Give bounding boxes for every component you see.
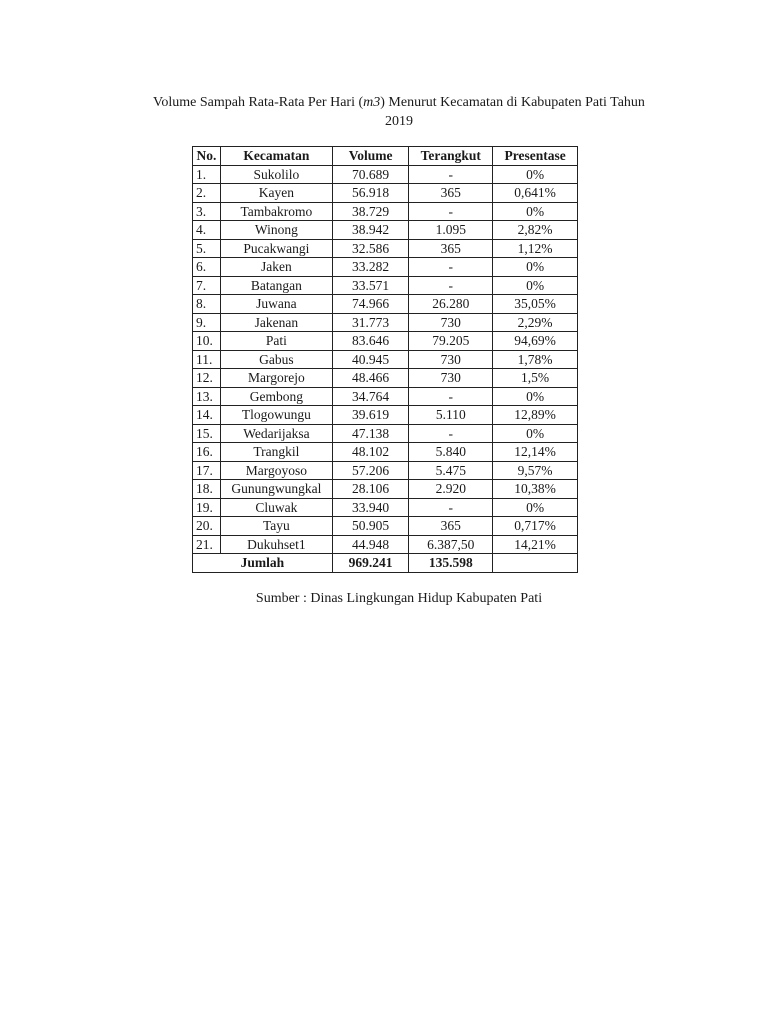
cell-volume: 48.102 [332, 443, 409, 462]
document-title [100, 93, 698, 131]
header-volume: Volume [332, 147, 409, 166]
cell-volume: 32.586 [332, 239, 409, 258]
cell-volume: 38.729 [332, 202, 409, 221]
cell-volume: 57.206 [332, 461, 409, 480]
cell-presentase: 2,82% [493, 221, 578, 240]
cell-kecamatan: Pucakwangi [220, 239, 332, 258]
cell-kecamatan: Sukolilo [220, 165, 332, 184]
cell-terangkut: 365 [409, 239, 493, 258]
cell-terangkut: - [409, 276, 493, 295]
cell-no: 3. [193, 202, 221, 221]
cell-volume: 74.966 [332, 295, 409, 314]
cell-volume: 31.773 [332, 313, 409, 332]
table-row [193, 424, 578, 443]
cell-no: 7. [193, 276, 221, 295]
source-note: Sumber : Dinas Lingkungan Hidup Kabupaten Pati [255, 591, 543, 606]
cell-kecamatan: Tlogowungu [220, 406, 332, 425]
table-row [193, 332, 578, 351]
cell-terangkut: 79.205 [409, 332, 493, 351]
table-row [193, 350, 578, 369]
table-row [193, 258, 578, 277]
cell-presentase: 1,12% [493, 239, 578, 258]
cell-volume: 40.945 [332, 350, 409, 369]
title-year: 2019 [385, 114, 413, 129]
table-row [193, 461, 578, 480]
cell-volume: 39.619 [332, 406, 409, 425]
cell-no: 4. [193, 221, 221, 240]
cell-presentase: 1,5% [493, 369, 578, 388]
cell-volume: 56.918 [332, 184, 409, 203]
total-row [193, 554, 578, 573]
cell-kecamatan: Tambakromo [220, 202, 332, 221]
cell-presentase: 1,78% [493, 350, 578, 369]
cell-kecamatan: Gabus [220, 350, 332, 369]
table-header-row [193, 147, 578, 166]
cell-terangkut: 6.387,50 [409, 535, 493, 554]
cell-kecamatan: Jaken [220, 258, 332, 277]
table-row [193, 221, 578, 240]
cell-presentase: 35,05% [493, 295, 578, 314]
cell-volume: 33.940 [332, 498, 409, 517]
cell-no: 17. [193, 461, 221, 480]
cell-terangkut: 5.475 [409, 461, 493, 480]
table-row [193, 498, 578, 517]
cell-kecamatan: Batangan [220, 276, 332, 295]
cell-terangkut: 1.095 [409, 221, 493, 240]
table-row [193, 369, 578, 388]
cell-volume: 28.106 [332, 480, 409, 499]
cell-terangkut: - [409, 258, 493, 277]
cell-terangkut: - [409, 498, 493, 517]
cell-presentase: 0% [493, 498, 578, 517]
cell-no: 15. [193, 424, 221, 443]
table-row [193, 184, 578, 203]
cell-presentase: 0% [493, 165, 578, 184]
cell-terangkut: 2.920 [409, 480, 493, 499]
cell-terangkut: 730 [409, 369, 493, 388]
title-text-end: ) Menurut Kecamatan di Kabupaten Pati Tahun [380, 95, 645, 110]
cell-no: 12. [193, 369, 221, 388]
table-row [193, 406, 578, 425]
cell-terangkut: - [409, 202, 493, 221]
cell-volume: 70.689 [332, 165, 409, 184]
cell-kecamatan: Kayen [220, 184, 332, 203]
title-unit: m3 [363, 95, 381, 110]
cell-kecamatan: Margoyoso [220, 461, 332, 480]
header-presentase: Presentase [493, 147, 578, 166]
cell-kecamatan: Dukuhset1 [220, 535, 332, 554]
cell-kecamatan: Wedarijaksa [220, 424, 332, 443]
table-body [193, 165, 578, 554]
cell-no: 16. [193, 443, 221, 462]
table-row [193, 313, 578, 332]
total-terangkut: 135.598 [409, 554, 493, 573]
cell-terangkut: - [409, 165, 493, 184]
cell-no: 5. [193, 239, 221, 258]
title-text-start: Volume Sampah Rata-Rata Per Hari ( [153, 95, 364, 110]
table-row [193, 202, 578, 221]
table-row [193, 480, 578, 499]
table-row [193, 239, 578, 258]
cell-presentase: 0% [493, 424, 578, 443]
cell-no: 11. [193, 350, 221, 369]
table-row [193, 276, 578, 295]
cell-kecamatan: Gembong [220, 387, 332, 406]
cell-kecamatan: Winong [220, 221, 332, 240]
cell-no: 20. [193, 517, 221, 536]
cell-terangkut: - [409, 424, 493, 443]
cell-presentase: 0% [493, 258, 578, 277]
header-kecamatan: Kecamatan [220, 147, 332, 166]
cell-no: 14. [193, 406, 221, 425]
table-row [193, 295, 578, 314]
cell-no: 21. [193, 535, 221, 554]
cell-no: 9. [193, 313, 221, 332]
cell-kecamatan: Cluwak [220, 498, 332, 517]
cell-terangkut: 365 [409, 517, 493, 536]
cell-no: 6. [193, 258, 221, 277]
cell-presentase: 0% [493, 276, 578, 295]
cell-kecamatan: Juwana [220, 295, 332, 314]
cell-volume: 47.138 [332, 424, 409, 443]
cell-presentase: 2,29% [493, 313, 578, 332]
waste-volume-table [192, 146, 578, 573]
cell-no: 18. [193, 480, 221, 499]
cell-presentase: 12,89% [493, 406, 578, 425]
cell-terangkut: 5.110 [409, 406, 493, 425]
cell-kecamatan: Margorejo [220, 369, 332, 388]
cell-no: 2. [193, 184, 221, 203]
cell-volume: 33.282 [332, 258, 409, 277]
total-label: Jumlah [193, 554, 333, 573]
cell-kecamatan: Trangkil [220, 443, 332, 462]
table-row [193, 387, 578, 406]
cell-presentase: 0,717% [493, 517, 578, 536]
cell-presentase: 14,21% [493, 535, 578, 554]
cell-terangkut: 365 [409, 184, 493, 203]
cell-kecamatan: Gunungwungkal [220, 480, 332, 499]
total-volume: 969.241 [332, 554, 409, 573]
cell-presentase: 94,69% [493, 332, 578, 351]
cell-kecamatan: Jakenan [220, 313, 332, 332]
cell-volume: 48.466 [332, 369, 409, 388]
cell-no: 13. [193, 387, 221, 406]
cell-terangkut: 730 [409, 350, 493, 369]
table-row [193, 443, 578, 462]
total-presentase [493, 554, 578, 573]
cell-terangkut: 730 [409, 313, 493, 332]
cell-volume: 38.942 [332, 221, 409, 240]
table-row [193, 165, 578, 184]
cell-kecamatan: Pati [220, 332, 332, 351]
header-terangkut: Terangkut [409, 147, 493, 166]
cell-volume: 44.948 [332, 535, 409, 554]
cell-no: 10. [193, 332, 221, 351]
cell-no: 19. [193, 498, 221, 517]
cell-presentase: 0% [493, 202, 578, 221]
cell-presentase: 12,14% [493, 443, 578, 462]
cell-terangkut: 5.840 [409, 443, 493, 462]
cell-volume: 33.571 [332, 276, 409, 295]
cell-no: 1. [193, 165, 221, 184]
cell-presentase: 10,38% [493, 480, 578, 499]
cell-kecamatan: Tayu [220, 517, 332, 536]
cell-terangkut: 26.280 [409, 295, 493, 314]
cell-presentase: 9,57% [493, 461, 578, 480]
cell-volume: 34.764 [332, 387, 409, 406]
cell-presentase: 0% [493, 387, 578, 406]
cell-presentase: 0,641% [493, 184, 578, 203]
cell-volume: 50.905 [332, 517, 409, 536]
cell-volume: 83.646 [332, 332, 409, 351]
cell-terangkut: - [409, 387, 493, 406]
cell-no: 8. [193, 295, 221, 314]
table-row [193, 517, 578, 536]
table-row [193, 535, 578, 554]
header-no: No. [193, 147, 221, 166]
